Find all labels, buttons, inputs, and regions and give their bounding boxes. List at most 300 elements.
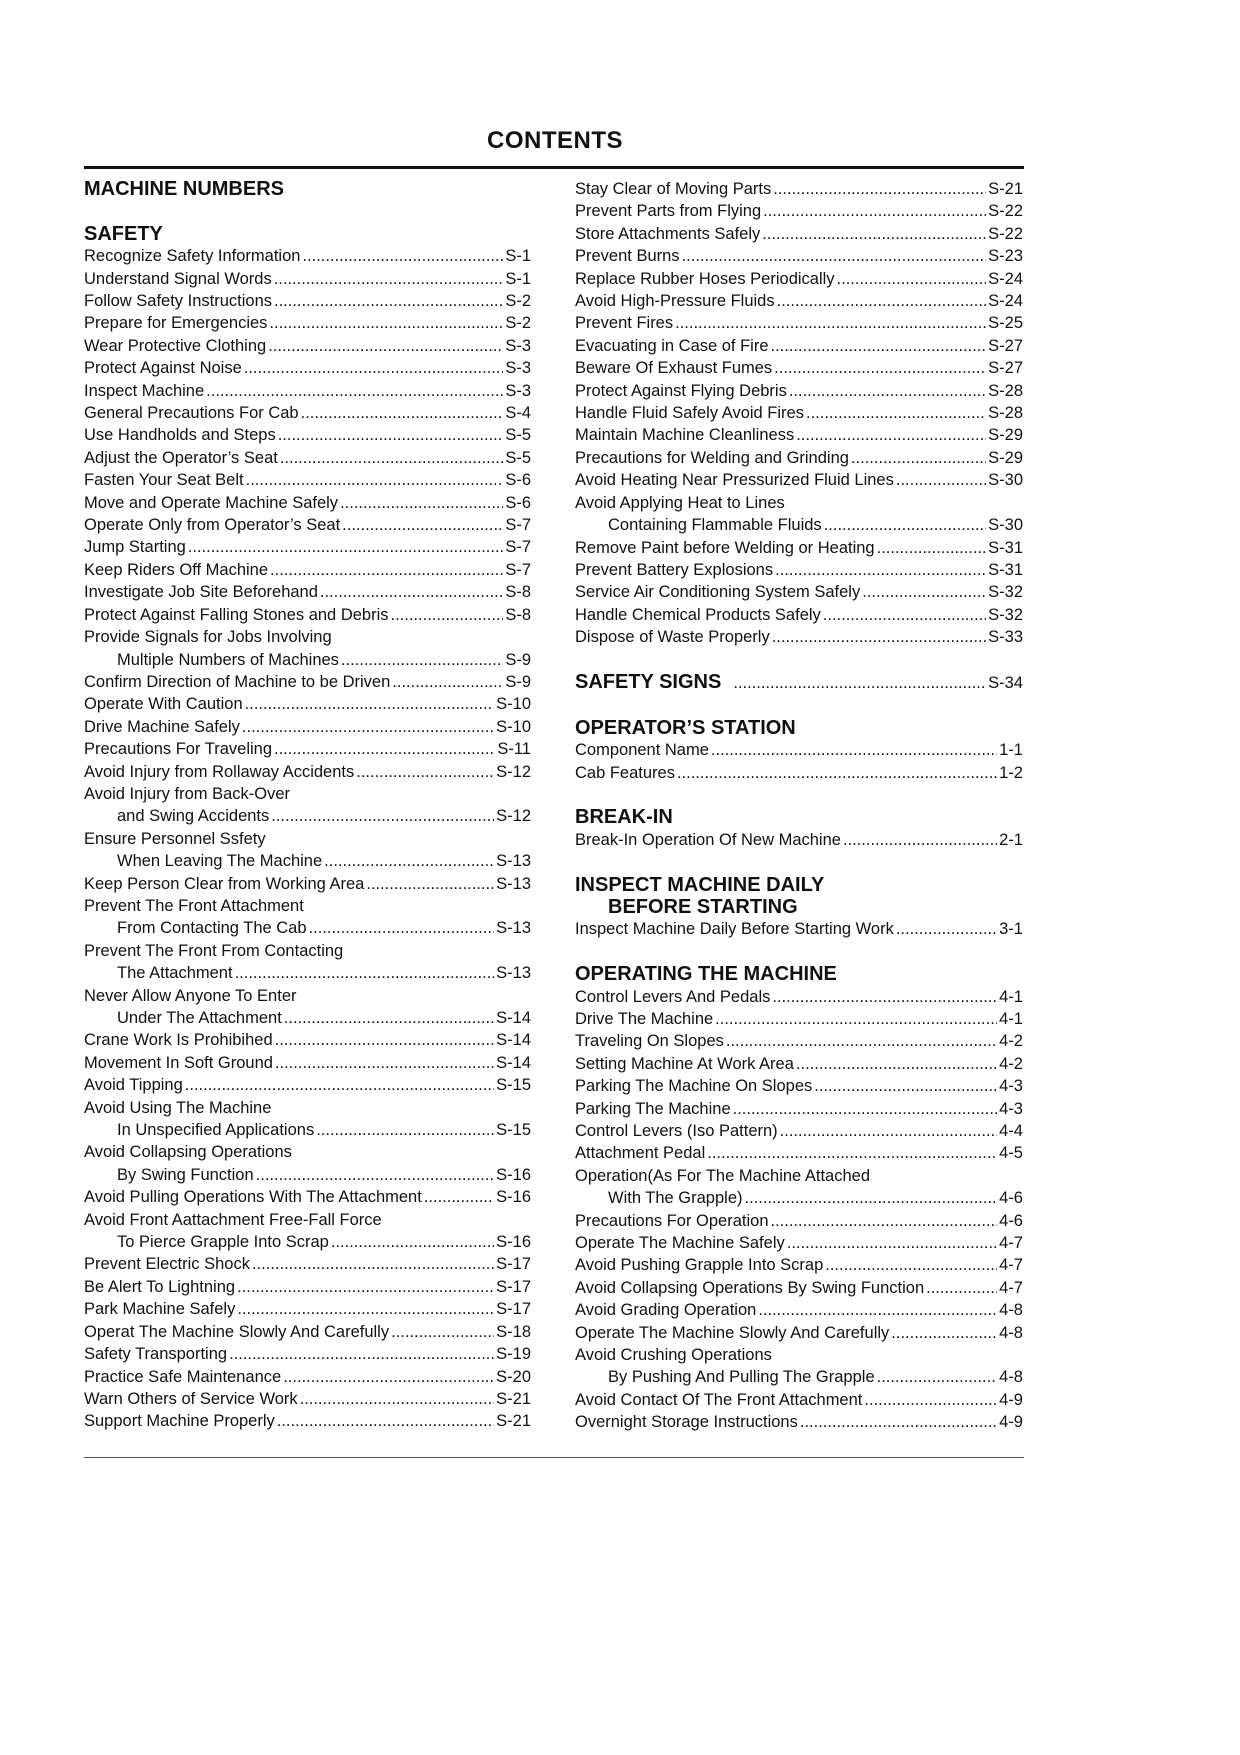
- toc-entry[interactable]: [575, 380, 1023, 402]
- toc-entry-label: Avoid Contact Of The Front Attachment: [575, 1390, 863, 1409]
- toc-entry-label: Prevent Battery Explosions: [575, 560, 774, 579]
- toc-entry[interactable]: [575, 986, 1023, 1008]
- toc-entry[interactable]: [575, 559, 1023, 581]
- toc-entry[interactable]: [84, 469, 531, 491]
- toc-entry-label: Protect Against Falling Stones and Debris: [84, 605, 389, 624]
- toc-entry[interactable]: [84, 716, 531, 738]
- toc-entry-label: Warn Others of Service Work: [84, 1389, 298, 1408]
- toc-page-number: S-18: [496, 1322, 531, 1341]
- toc-entry-label: Crane Work Is Prohibihed: [84, 1031, 273, 1050]
- toc-entry[interactable]: [84, 245, 531, 267]
- toc-page-number: S-4: [505, 404, 531, 423]
- toc-page-number: S-9: [505, 672, 531, 691]
- toc-entry[interactable]: [575, 1075, 1023, 1097]
- toc-entry-label: Wear Protective Clothing: [84, 336, 267, 355]
- dot-leader: [709, 739, 997, 761]
- toc-entry-label: Fasten Your Seat Belt: [84, 471, 244, 490]
- toc-entry[interactable]: [84, 917, 531, 939]
- dot-leader: [254, 1164, 494, 1186]
- toc-page-number: 4-7: [999, 1234, 1023, 1253]
- toc-entry-label: Cab Features: [575, 763, 675, 782]
- toc-page-number: 4-5: [999, 1144, 1023, 1163]
- toc-entry[interactable]: [575, 581, 1023, 603]
- dot-leader: [244, 469, 504, 491]
- dot-leader: [860, 581, 986, 603]
- toc-entry-label: Inspect Machine: [84, 381, 205, 400]
- toc-page-number: 1-1: [999, 741, 1023, 760]
- break-in-entries: [575, 829, 1023, 851]
- dot-leader: [272, 290, 503, 312]
- toc-entry[interactable]: [84, 962, 531, 984]
- dot-leader: [673, 312, 986, 334]
- toc-entry-label: Break-In Operation Of New Machine: [575, 830, 841, 849]
- dot-leader: [204, 380, 503, 402]
- toc-entry-label: Precautions For Operation: [575, 1211, 769, 1230]
- toc-entry-label: Service Air Conditioning System Safely: [575, 583, 861, 602]
- toc-entry[interactable]: [575, 739, 1023, 761]
- toc-page-number: S-14: [496, 1009, 531, 1028]
- toc-page-number: 4-8: [999, 1323, 1023, 1342]
- toc-entry[interactable]: [575, 268, 1023, 290]
- toc-entry[interactable]: [575, 918, 1023, 940]
- toc-entry-label: Stay Clear of Moving Parts: [575, 180, 772, 198]
- toc-page-number: S-15: [496, 1076, 531, 1095]
- toc-page-number: S-11: [497, 740, 531, 759]
- toc-page-number: S-24: [988, 269, 1023, 288]
- toc-page-number: S-21: [496, 1389, 531, 1408]
- section-heading-safety-signs: SAFETY SIGNS: [575, 670, 722, 693]
- toc-entry[interactable]: [84, 1231, 531, 1253]
- toc-page-number: S-12: [496, 762, 531, 781]
- dot-leader: [835, 268, 987, 290]
- toc-entry-label: Overnight Storage Instructions: [575, 1413, 798, 1432]
- toc-page-number: S-14: [496, 1031, 531, 1050]
- toc-entry-label: Avoid High-Pressure Fluids: [575, 292, 775, 311]
- dot-leader: [894, 918, 997, 940]
- toc-page-number: S-10: [496, 695, 531, 714]
- toc-page-number: S-6: [505, 471, 531, 490]
- toc-entry[interactable]: [84, 312, 531, 334]
- toc-page-number: S-17: [496, 1300, 531, 1319]
- toc-entry[interactable]: [84, 581, 531, 603]
- dot-leader: [894, 469, 986, 491]
- toc-entry-label: Avoid Tipping: [84, 1076, 183, 1095]
- toc-page-number: 4-3: [999, 1099, 1023, 1118]
- dot-leader: [794, 424, 986, 446]
- dot-leader: [364, 873, 494, 895]
- dot-leader: [862, 1389, 997, 1411]
- toc-entry[interactable]: [575, 1254, 1023, 1276]
- toc-entry[interactable]: [575, 200, 1023, 222]
- toc-entry[interactable]: [575, 604, 1023, 626]
- toc-entry-label: Operate The Machine Slowly And Carefully: [575, 1323, 890, 1342]
- toc-entry[interactable]: [84, 873, 531, 895]
- dot-leader: [731, 1098, 998, 1120]
- toc-entry-label: To Pierce Grapple Into Scrap: [117, 1233, 329, 1252]
- toc-entry-label: From Contacting The Cab: [117, 919, 307, 938]
- toc-entry[interactable]: [84, 335, 531, 357]
- toc-page-number: 4-8: [999, 1368, 1023, 1387]
- dot-leader: [354, 761, 494, 783]
- toc-page-number: S-1: [505, 247, 531, 266]
- toc-entry[interactable]: [84, 850, 531, 872]
- dot-leader: [875, 537, 987, 559]
- toc-page-number: S-30: [988, 471, 1023, 490]
- toc-entry[interactable]: [84, 649, 531, 671]
- toc-entry[interactable]: [575, 1142, 1023, 1164]
- toc-entry-label: By Swing Function: [117, 1165, 254, 1184]
- toc-entry-label: Move and Operate Machine Safely: [84, 493, 339, 512]
- toc-entry-label: Use Handholds and Steps: [84, 426, 276, 445]
- dot-leader: [273, 1029, 495, 1051]
- toc-entry-first-line[interactable]: Provide Signals for Jobs Involving: [84, 628, 332, 647]
- dot-leader: [775, 290, 987, 312]
- toc-entry-first-line[interactable]: Ensure Personnel Ssfety: [84, 829, 266, 848]
- toc-entry[interactable]: [575, 1322, 1023, 1344]
- title-rule: [84, 166, 1024, 169]
- toc-entry-label: Prevent Parts from Flying: [575, 202, 762, 221]
- toc-page-number: 4-3: [999, 1077, 1023, 1096]
- toc-entry[interactable]: [84, 1253, 531, 1275]
- toc-entry-label: Operate With Caution: [84, 695, 243, 714]
- toc-entry[interactable]: [575, 1232, 1023, 1254]
- toc-entry-label: and Swing Accidents: [117, 807, 270, 826]
- toc-entry[interactable]: [84, 693, 531, 715]
- toc-entry-label: Under The Attachment: [117, 1009, 282, 1028]
- toc-entry-label: Replace Rubber Hoses Periodically: [575, 269, 835, 288]
- toc-entry-label: Support Machine Properly: [84, 1412, 275, 1431]
- toc-entry-first-line[interactable]: Avoid Injury from Back-Over: [84, 784, 291, 803]
- section-heading-operating-the-machine[interactable]: OPERATING THE MACHINE: [575, 963, 837, 986]
- toc-entry[interactable]: [84, 447, 531, 469]
- toc-page-number: 4-2: [999, 1032, 1023, 1051]
- toc-entry-label: Containing Flammable Fluids: [608, 516, 822, 535]
- toc-entry[interactable]: [575, 829, 1023, 851]
- toc-entry[interactable]: [84, 738, 531, 760]
- dot-leader: [272, 268, 504, 290]
- toc-page-number: 4-6: [999, 1189, 1023, 1208]
- toc-entry[interactable]: [575, 469, 1023, 491]
- toc-page-number: 4-7: [999, 1256, 1023, 1275]
- toc-entry[interactable]: [575, 762, 1023, 784]
- toc-entry[interactable]: [84, 671, 531, 693]
- dot-leader: [778, 1120, 997, 1142]
- dot-leader: [771, 178, 986, 200]
- toc-page-number: S-29: [988, 448, 1023, 467]
- operating-entries: [575, 986, 1023, 1434]
- toc-entry-label: Dispose of Waste Properly: [575, 628, 770, 647]
- toc-page-number: S-22: [988, 202, 1023, 221]
- toc-entry[interactable]: [575, 402, 1023, 424]
- toc-entry-label: Avoid Pulling Operations With The Attachment: [84, 1188, 422, 1207]
- dot-leader: [770, 626, 986, 648]
- dot-leader: [314, 1119, 494, 1141]
- toc-page-number: S-13: [496, 919, 531, 938]
- toc-entry-label: Park Machine Safely: [84, 1300, 236, 1319]
- dot-leader: [278, 447, 503, 469]
- toc-entry-label: Parking The Machine On Slopes: [575, 1077, 813, 1096]
- toc-entry[interactable]: [575, 1098, 1023, 1120]
- toc-page-number: S-19: [496, 1345, 531, 1364]
- toc-entry[interactable]: [575, 514, 1023, 536]
- safety-entries-continued: [575, 178, 1023, 649]
- toc-entry[interactable]: [84, 290, 531, 312]
- toc-entry-label: Keep Riders Off Machine: [84, 560, 269, 579]
- dot-leader: [875, 1366, 998, 1388]
- toc-entry[interactable]: [575, 1030, 1023, 1052]
- toc-entry-label: Adjust the Operator’s Seat: [84, 448, 278, 467]
- dot-leader: [299, 402, 504, 424]
- toc-entry[interactable]: [84, 536, 531, 558]
- contents-right-column: [575, 178, 1023, 1434]
- toc-entry-label: Keep Person Clear from Working Area: [84, 874, 365, 893]
- dot-leader: [186, 536, 504, 558]
- toc-page-number: S-28: [988, 404, 1023, 423]
- toc-page-number: 4-2: [999, 1054, 1023, 1073]
- toc-entry-label: Attachment Pedal: [575, 1144, 706, 1163]
- toc-page-number: S-13: [496, 852, 531, 871]
- toc-entry[interactable]: [84, 604, 531, 626]
- toc-entry-label: Operate The Machine Safely: [575, 1234, 785, 1253]
- toc-entry-label: Handle Fluid Safely Avoid Fires: [575, 404, 804, 423]
- dot-leader: [822, 514, 986, 536]
- toc-entry-label: When Leaving The Machine: [117, 852, 323, 871]
- toc-entry[interactable]: [84, 805, 531, 827]
- toc-entry-label: Confirm Direction of Machine to be Driven: [84, 672, 391, 691]
- dot-leader: [269, 805, 494, 827]
- dot-leader: [724, 1030, 997, 1052]
- toc-page-number: S-31: [988, 538, 1023, 557]
- toc-entry[interactable]: [575, 357, 1023, 379]
- toc-entry-label: In Unspecified Applications: [117, 1121, 315, 1140]
- toc-entry-label: Understand Signal Words: [84, 269, 272, 288]
- toc-page-number: S-1: [505, 269, 531, 288]
- dot-leader: [823, 1254, 997, 1276]
- toc-page-number: 4-9: [999, 1390, 1023, 1409]
- toc-page-number: S-8: [505, 605, 531, 624]
- toc-entry[interactable]: [84, 1119, 531, 1141]
- dot-leader: [821, 604, 986, 626]
- toc-entry-label: Practice Safe Maintenance: [84, 1367, 282, 1386]
- toc-entry-label: With The Grapple): [608, 1189, 743, 1208]
- toc-entry-label: Safety Transporting: [84, 1345, 228, 1364]
- toc-entry-first-line[interactable]: Prevent The Front Attachment: [84, 896, 304, 915]
- section-heading-operators-station[interactable]: OPERATOR’S STATION: [575, 716, 796, 739]
- toc-page-number: S-17: [496, 1277, 531, 1296]
- toc-page-number: S-13: [496, 874, 531, 893]
- toc-entry-label: Remove Paint before Welding or Heating: [575, 538, 875, 557]
- toc-page-number: S-21: [988, 180, 1023, 198]
- toc-entry[interactable]: [575, 335, 1023, 357]
- dot-leader: [235, 1276, 494, 1298]
- toc-entry[interactable]: [575, 1389, 1023, 1411]
- toc-entry[interactable]: [84, 1052, 531, 1074]
- toc-entry[interactable]: [84, 1366, 531, 1388]
- toc-entry[interactable]: [84, 1343, 531, 1365]
- toc-entry[interactable]: [575, 1008, 1023, 1030]
- toc-entry-first-line[interactable]: Operation(As For The Machine Attached: [575, 1166, 871, 1185]
- toc-page-number: S-12: [496, 807, 531, 826]
- toc-entry-label: Control Levers And Pedals: [575, 987, 771, 1006]
- toc-page-number: S-34: [988, 673, 1023, 692]
- toc-entry-label: Component Name: [575, 741, 709, 760]
- toc-entry[interactable]: [575, 537, 1023, 559]
- toc-page-number: S-6: [505, 493, 531, 512]
- toc-entry[interactable]: [575, 1277, 1023, 1299]
- toc-entry[interactable]: [575, 178, 1023, 200]
- toc-page-number: S-2: [505, 292, 531, 311]
- toc-entry[interactable]: [84, 1007, 531, 1029]
- toc-entry[interactable]: [84, 1410, 531, 1432]
- toc-page-number: 4-6: [999, 1211, 1023, 1230]
- toc-entry-label: Operate Only from Operator’s Seat: [84, 516, 341, 535]
- toc-entry[interactable]: [84, 1164, 531, 1186]
- toc-page-number: S-9: [505, 650, 531, 669]
- toc-page-number: S-30: [988, 516, 1023, 535]
- section-heading-machine-numbers[interactable]: MACHINE NUMBERS: [84, 178, 284, 200]
- toc-entry[interactable]: [84, 514, 531, 536]
- toc-entry-label: Operat The Machine Slowly And Carefully: [84, 1322, 390, 1341]
- toc-entry-first-line[interactable]: Avoid Crushing Operations: [575, 1346, 772, 1365]
- dot-leader: [275, 1410, 494, 1432]
- toc-entry-label: Prevent Fires: [575, 314, 674, 333]
- toc-page-number: S-7: [505, 560, 531, 579]
- toc-entry[interactable]: [575, 1366, 1023, 1388]
- toc-entry[interactable]: [575, 1210, 1023, 1232]
- dot-leader: [389, 604, 504, 626]
- toc-page-number: S-5: [505, 426, 531, 445]
- toc-entry[interactable]: [84, 268, 531, 290]
- dot-leader: [318, 581, 503, 603]
- toc-entry-label: Movement In Soft Ground: [84, 1053, 273, 1072]
- toc-page-number: S-29: [988, 426, 1023, 445]
- dot-leader: [329, 1231, 494, 1253]
- toc-entry[interactable]: [84, 492, 531, 514]
- toc-entry-first-line[interactable]: Avoid Front Aattachment Free-Fall Force: [84, 1210, 382, 1229]
- dot-leader: [390, 671, 503, 693]
- dot-leader: [849, 447, 986, 469]
- toc-entry[interactable]: [575, 223, 1023, 245]
- toc-entry[interactable]: [575, 290, 1023, 312]
- toc-entry-label: Prevent Burns: [575, 247, 680, 266]
- toc-page-number: S-10: [496, 717, 531, 736]
- toc-entry-first-line[interactable]: Never Allow Anyone To Enter: [84, 986, 297, 1005]
- toc-page-number: 4-1: [999, 1009, 1023, 1028]
- dot-leader: [389, 1321, 494, 1343]
- toc-entry-label: Avoid Collapsing Operations By Swing Function: [575, 1278, 925, 1297]
- toc-page-number: S-17: [496, 1255, 531, 1274]
- toc-entry[interactable]: [84, 402, 531, 424]
- toc-page-number: S-25: [988, 314, 1023, 333]
- toc-page-number: S-13: [496, 964, 531, 983]
- toc-entry[interactable]: [84, 380, 531, 402]
- toc-entry[interactable]: [575, 447, 1023, 469]
- toc-entry[interactable]: [84, 357, 531, 379]
- toc-entry[interactable]: [575, 1187, 1023, 1209]
- toc-entry-label: Prepare for Emergencies: [84, 314, 268, 333]
- toc-page-number: S-23: [988, 247, 1023, 266]
- contents-left-column: [84, 178, 531, 1433]
- dot-leader: [339, 649, 503, 671]
- toc-entry-safety-signs[interactable]: [575, 671, 1023, 694]
- toc-entry[interactable]: [575, 312, 1023, 334]
- toc-entry[interactable]: [575, 424, 1023, 446]
- toc-entry-label: Avoid Pushing Grapple Into Scrap: [575, 1256, 824, 1275]
- toc-entry-label: Prevent Electric Shock: [84, 1255, 250, 1274]
- toc-entry[interactable]: [575, 245, 1023, 267]
- section-heading-safety[interactable]: SAFETY: [84, 222, 163, 245]
- toc-entry[interactable]: [575, 1411, 1023, 1433]
- toc-page-number: S-14: [496, 1053, 531, 1072]
- toc-entry[interactable]: [575, 626, 1023, 648]
- toc-entry[interactable]: [84, 559, 531, 581]
- section-heading-break-in[interactable]: BREAK-IN: [575, 806, 673, 829]
- toc-page-number: S-3: [505, 381, 531, 400]
- dot-leader: [281, 1366, 494, 1388]
- dot-leader: [282, 1007, 494, 1029]
- inspect-entries: [575, 918, 1023, 940]
- dot-leader: [804, 402, 986, 424]
- toc-page-number: 3-1: [999, 920, 1023, 939]
- toc-entry-label: Inspect Machine Daily Before Starting Work: [575, 920, 894, 939]
- toc-entry-label: Traveling On Slopes: [575, 1032, 724, 1051]
- toc-page-number: 4-8: [999, 1301, 1023, 1320]
- toc-page-number: S-32: [988, 605, 1023, 624]
- toc-page-number: S-8: [505, 583, 531, 602]
- toc-entry[interactable]: [575, 1120, 1023, 1142]
- dot-leader: [721, 672, 986, 694]
- dot-leader: [298, 1388, 495, 1410]
- dot-leader: [273, 1052, 494, 1074]
- toc-entry[interactable]: [84, 1074, 531, 1096]
- toc-entry[interactable]: [84, 1388, 531, 1410]
- toc-entry-first-line[interactable]: Avoid Collapsing Operations: [84, 1143, 292, 1162]
- toc-entry-label: Store Attachments Safely: [575, 224, 761, 243]
- toc-page-number: S-21: [496, 1412, 531, 1431]
- toc-entry[interactable]: [575, 1053, 1023, 1075]
- toc-page-number: S-33: [988, 628, 1023, 647]
- toc-entry[interactable]: [84, 761, 531, 783]
- toc-entry[interactable]: [575, 1299, 1023, 1321]
- dot-leader: [322, 850, 494, 872]
- toc-entry-label: Setting Machine At Work Area: [575, 1054, 794, 1073]
- heading-line-2: BEFORE STARTING: [608, 895, 798, 918]
- toc-page-number: S-16: [496, 1233, 531, 1252]
- dot-leader: [235, 1298, 494, 1320]
- toc-entry[interactable]: [84, 1298, 531, 1320]
- toc-page-number: 1-2: [999, 763, 1023, 782]
- toc-entry-label: Control Levers (Iso Pattern): [575, 1121, 778, 1140]
- toc-entry[interactable]: [84, 1321, 531, 1343]
- toc-entry[interactable]: [84, 1186, 531, 1208]
- toc-page-number: 4-7: [999, 1278, 1023, 1297]
- dot-leader: [675, 762, 997, 784]
- dot-leader: [773, 559, 986, 581]
- dot-leader: [227, 1343, 494, 1365]
- dot-leader: [769, 1210, 998, 1232]
- toc-entry-label: Multiple Numbers of Machines: [117, 650, 339, 669]
- toc-entry-first-line[interactable]: Avoid Using The Machine: [84, 1098, 272, 1117]
- toc-entry[interactable]: [84, 1029, 531, 1051]
- toc-entry[interactable]: [84, 424, 531, 446]
- toc-entry-first-line[interactable]: Avoid Applying Heat to Lines: [575, 493, 785, 512]
- dot-leader: [240, 716, 494, 738]
- dot-leader: [889, 1322, 997, 1344]
- toc-page-number: S-32: [988, 583, 1023, 602]
- section-heading-inspect-machine-daily[interactable]: [575, 874, 1023, 919]
- toc-entry-first-line[interactable]: Prevent The Front From Contacting: [84, 941, 344, 960]
- toc-entry[interactable]: [84, 1276, 531, 1298]
